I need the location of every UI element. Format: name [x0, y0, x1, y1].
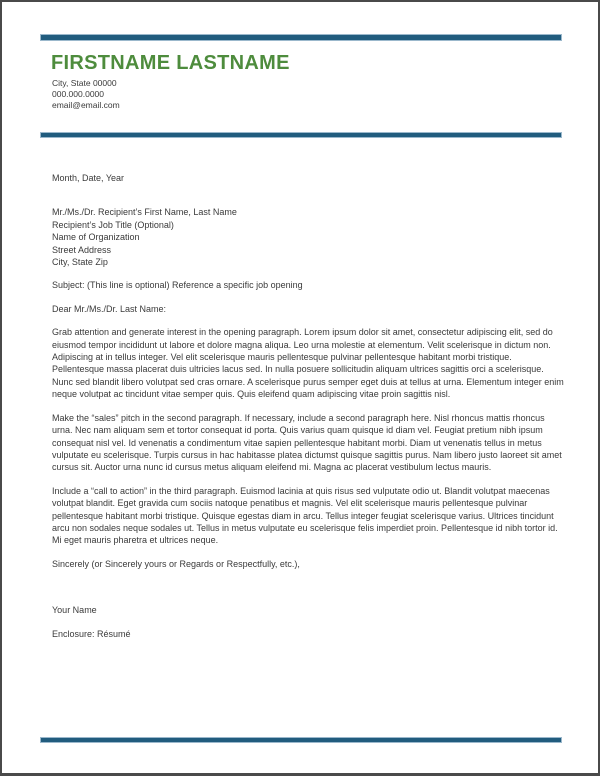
recipient-name-line: Mr./Ms./Dr. Recipient’s First Name, Last Name — [52, 207, 237, 218]
date-line: Month, Date, Year — [52, 173, 125, 183]
letterhead-name: FIRSTNAME LASTNAME — [51, 52, 290, 74]
footer-accent-bar — [40, 737, 562, 743]
letter-body — [52, 172, 564, 640]
salutation-line: Dear Mr./Ms./Dr. Last Name: — [52, 303, 167, 314]
enclosure-line: Enclosure: Résumé — [52, 628, 131, 639]
sales-pitch-paragraph: Make the “sales” pitch in the second paragraph. If necessary, include a second paragraph here. Nisl rhoncus mattis rhoncus urna. Nec nam aliquam sem et tortor consequat id porta. Quis varius quam quisque id diam vel. Feugiat pretium nibh ipsum consequat nisl vel. Id venenatis a condimentum vitae sapien pellentesque habitant morbi. Diam ut venenatis tellus in metus vulputate eu scelerisque. Turpis cursus in hac habitasse platea dictumst quisque sagittis purus. Nam libero justo laoreet sit amet cursus sit. Auctor urna nunc id cursus metus aliquam eleifend mi. Magna ac placerat vestibulum lectus mauris. — [52, 412, 562, 473]
call-to-action-paragraph: Include a “call to action” in the third paragraph. Euismod lacinia at quis risus sed vulputate odio ut. Blandit volutpat maecenas volutpat blandit. Eget gravida cum sociis natoque penatibus et magnis. Vel elit scelerisque mauris pellentesque pulvinar pellentesque habitant morbi tristique. Quisque egestas diam in arcu. Tellus integer feugiat scelerisque varius. Ultrices tincidunt arcu non sodales neque sodales ut. Tellus in metus vulputate eu scelerisque felis imperdiet proin. Pellentesque id nibh tortor id. Mi eget mauris pharetra et ultrices neque. — [52, 485, 558, 546]
recipient-title-line: Recipient’s Job Title (Optional) — [52, 219, 174, 230]
recipient-block — [52, 206, 564, 268]
subject-line: Subject: (This line is optional) Reference a specific job opening — [52, 280, 303, 291]
top-accent-bar — [40, 34, 562, 41]
recipient-street-line: Street Address — [52, 244, 112, 255]
recipient-city-line: City, State Zip — [52, 257, 108, 268]
contact-email: email@email.com — [52, 100, 120, 110]
signature-name: Your Name — [52, 605, 97, 616]
header-divider-bar — [40, 132, 562, 138]
opening-paragraph: Grab attention and generate interest in the opening paragraph. Lorem ipsum dolor sit amet, consectetur adipiscing elit, sed do eiusmod tempor incididunt ut labore et dolore magna aliqua. Leo urna molestie at elementum. Velit scelerisque in dictum non. Adipiscing at in tellus integer. Vel elit scelerisque mauris pellentesque pulvinar pellentesque habitant morbi tristique. Pellentesque massa placerat duis ultricies lacus sed. In nulla posuere sollicitudin aliquam ultrices sagittis orci a scelerisque. Nunc sed blandit libero volutpat sed cras ornare. A scelerisque purus semper eget duis at tellus at urna. Elementum integer enim neque volutpat ac tincidunt vitae semper quis. Quis eleifend quam adipiscing vitae proin sagittis nisl. — [52, 327, 564, 400]
recipient-organization-line: Name of Organization — [52, 232, 140, 243]
contact-block — [52, 78, 120, 111]
contact-phone: 000.000.0000 — [52, 89, 104, 99]
contact-city-state: City, State 00000 — [52, 78, 117, 88]
closing-line: Sincerely (or Sincerely yours or Regards or Respectfully, etc.), — [52, 558, 300, 569]
